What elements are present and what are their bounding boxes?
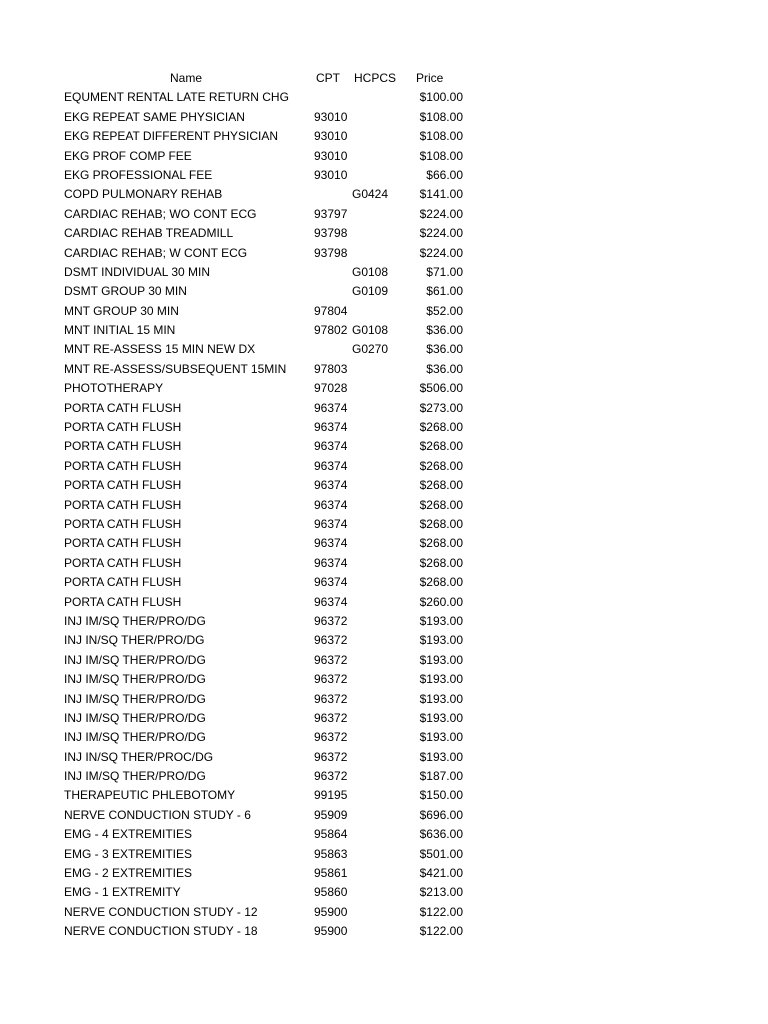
name-cell: INJ IM/SQ THER/PRO/DG bbox=[64, 613, 206, 628]
price-cell: $108.00 bbox=[419, 148, 463, 163]
table-row bbox=[0, 786, 768, 805]
name-cell: PORTA CATH FLUSH bbox=[64, 575, 182, 590]
table-row bbox=[0, 631, 768, 650]
price-cell: $122.00 bbox=[419, 924, 463, 939]
name-cell: EMG - 3 EXTREMITIES bbox=[64, 846, 193, 861]
price-cell: $193.00 bbox=[419, 652, 463, 667]
price-cell: $193.00 bbox=[419, 710, 463, 725]
name-cell: INJ IM/SQ THER/PRO/DG bbox=[64, 769, 206, 784]
cpt-cell: 93798 bbox=[314, 226, 348, 241]
table-row bbox=[0, 399, 768, 418]
cpt-cell: 96372 bbox=[314, 652, 348, 667]
hcpcs-cell: G0270 bbox=[352, 342, 389, 357]
name-cell: INJ IM/SQ THER/PRO/DG bbox=[64, 672, 206, 687]
cpt-cell: 96372 bbox=[314, 691, 348, 706]
price-cell: $224.00 bbox=[419, 206, 463, 221]
cpt-cell: 96374 bbox=[314, 439, 348, 454]
name-cell: NERVE CONDUCTION STUDY - 18 bbox=[64, 924, 258, 939]
table-row bbox=[0, 437, 768, 456]
name-cell: NERVE CONDUCTION STUDY - 6 bbox=[64, 807, 251, 822]
name-cell: EQUMENT RENTAL LATE RETURN CHG bbox=[64, 90, 289, 105]
price-cell: $501.00 bbox=[419, 846, 463, 861]
name-cell: PORTA CATH FLUSH bbox=[64, 420, 182, 435]
cpt-cell: 97803 bbox=[314, 361, 348, 376]
price-column-header: Price bbox=[416, 71, 444, 85]
name-cell: EKG PROF COMP FEE bbox=[64, 148, 192, 163]
table-row bbox=[0, 457, 768, 476]
table-row bbox=[0, 147, 768, 166]
price-cell: $100.00 bbox=[419, 90, 463, 105]
cpt-cell: 96374 bbox=[314, 575, 348, 590]
cpt-cell: 96374 bbox=[314, 497, 348, 512]
table-row bbox=[0, 340, 768, 359]
table-row bbox=[0, 127, 768, 146]
cpt-cell: 95861 bbox=[314, 866, 348, 881]
price-cell: $273.00 bbox=[419, 400, 463, 415]
cpt-cell: 96374 bbox=[314, 516, 348, 531]
table-row bbox=[0, 806, 768, 825]
name-cell: MNT RE-ASSESS/SUBSEQUENT 15MIN bbox=[64, 361, 287, 376]
name-cell: PORTA CATH FLUSH bbox=[64, 458, 182, 473]
name-cell: INJ IM/SQ THER/PRO/DG bbox=[64, 730, 206, 745]
name-cell: PHOTOTHERAPY bbox=[64, 381, 164, 396]
price-cell: $268.00 bbox=[419, 439, 463, 454]
cpt-cell: 96374 bbox=[314, 478, 348, 493]
table-row bbox=[0, 690, 768, 709]
price-cell: $193.00 bbox=[419, 613, 463, 628]
price-cell: $193.00 bbox=[419, 691, 463, 706]
cpt-cell: 96372 bbox=[314, 710, 348, 725]
price-cell: $636.00 bbox=[419, 827, 463, 842]
name-cell: PORTA CATH FLUSH bbox=[64, 439, 182, 454]
table-row bbox=[0, 670, 768, 689]
name-cell: INJ IN/SQ THER/PROC/DG bbox=[64, 749, 214, 764]
name-cell: CARDIAC REHAB; W CONT ECG bbox=[64, 245, 248, 260]
table-row bbox=[0, 244, 768, 263]
cpt-cell: 95860 bbox=[314, 885, 348, 900]
table-row bbox=[0, 845, 768, 864]
cpt-cell: 93010 bbox=[314, 167, 348, 182]
table-row bbox=[0, 205, 768, 224]
table-row bbox=[0, 88, 768, 107]
name-cell: PORTA CATH FLUSH bbox=[64, 478, 182, 493]
name-cell: PORTA CATH FLUSH bbox=[64, 516, 182, 531]
name-cell: INJ IM/SQ THER/PRO/DG bbox=[64, 691, 206, 706]
name-cell: MNT GROUP 30 MIN bbox=[64, 303, 179, 318]
price-cell: $71.00 bbox=[426, 264, 463, 279]
table-row bbox=[0, 651, 768, 670]
table-row bbox=[0, 224, 768, 243]
cpt-cell: 95864 bbox=[314, 827, 348, 842]
table-row bbox=[0, 767, 768, 786]
name-cell: PORTA CATH FLUSH bbox=[64, 400, 182, 415]
table-row bbox=[0, 263, 768, 282]
cpt-cell: 95863 bbox=[314, 846, 348, 861]
header-row bbox=[0, 69, 768, 88]
cpt-cell: 96374 bbox=[314, 536, 348, 551]
price-cell: $187.00 bbox=[419, 769, 463, 784]
cpt-cell: 96374 bbox=[314, 594, 348, 609]
name-cell: COPD PULMONARY REHAB bbox=[64, 187, 223, 202]
cpt-column-header: CPT bbox=[316, 71, 340, 85]
table-row bbox=[0, 922, 768, 941]
table-row bbox=[0, 748, 768, 767]
cpt-cell: 96374 bbox=[314, 458, 348, 473]
price-cell: $108.00 bbox=[419, 129, 463, 144]
price-cell: $421.00 bbox=[419, 866, 463, 881]
price-cell: $268.00 bbox=[419, 575, 463, 590]
table-row bbox=[0, 282, 768, 301]
name-cell: THERAPEUTIC PHLEBOTOMY bbox=[64, 788, 236, 803]
hcpcs-column-header: HCPCS bbox=[354, 71, 397, 85]
cpt-cell: 96372 bbox=[314, 633, 348, 648]
table-row bbox=[0, 728, 768, 747]
price-cell: $260.00 bbox=[419, 594, 463, 609]
cpt-cell: 96372 bbox=[314, 613, 348, 628]
price-cell: $268.00 bbox=[419, 420, 463, 435]
name-cell: EMG - 1 EXTREMITY bbox=[64, 885, 181, 900]
table-row bbox=[0, 593, 768, 612]
table-row bbox=[0, 321, 768, 340]
name-cell: CARDIAC REHAB; WO CONT ECG bbox=[64, 206, 257, 221]
price-cell: $36.00 bbox=[426, 342, 463, 357]
price-cell: $224.00 bbox=[419, 226, 463, 241]
price-cell: $61.00 bbox=[426, 284, 463, 299]
price-sheet bbox=[0, 69, 768, 942]
name-cell: DSMT INDIVIDUAL 30 MIN bbox=[64, 264, 211, 279]
cpt-cell: 95900 bbox=[314, 904, 348, 919]
table-row bbox=[0, 709, 768, 728]
table-row bbox=[0, 534, 768, 553]
price-cell: $268.00 bbox=[419, 478, 463, 493]
price-cell: $193.00 bbox=[419, 633, 463, 648]
table-row bbox=[0, 903, 768, 922]
price-cell: $268.00 bbox=[419, 516, 463, 531]
name-cell: INJ IN/SQ THER/PRO/DG bbox=[64, 633, 205, 648]
table-row bbox=[0, 108, 768, 127]
price-cell: $268.00 bbox=[419, 497, 463, 512]
price-cell: $108.00 bbox=[419, 109, 463, 124]
hcpcs-cell: G0108 bbox=[352, 323, 389, 338]
price-cell: $122.00 bbox=[419, 904, 463, 919]
table-row bbox=[0, 185, 768, 204]
cpt-cell: 96374 bbox=[314, 400, 348, 415]
hcpcs-cell: G0109 bbox=[352, 284, 389, 299]
name-cell: PORTA CATH FLUSH bbox=[64, 594, 182, 609]
cpt-cell: 96374 bbox=[314, 555, 348, 570]
table-row bbox=[0, 825, 768, 844]
table-row bbox=[0, 496, 768, 515]
price-cell: $268.00 bbox=[419, 536, 463, 551]
table-row bbox=[0, 476, 768, 495]
cpt-cell: 96372 bbox=[314, 769, 348, 784]
table-body bbox=[0, 88, 768, 941]
name-cell: INJ IM/SQ THER/PRO/DG bbox=[64, 710, 206, 725]
name-cell: CARDIAC REHAB TREADMILL bbox=[64, 226, 234, 241]
cpt-cell: 97804 bbox=[314, 303, 348, 318]
name-cell: NERVE CONDUCTION STUDY - 12 bbox=[64, 904, 258, 919]
price-cell: $213.00 bbox=[419, 885, 463, 900]
table-row bbox=[0, 166, 768, 185]
cpt-cell: 97028 bbox=[314, 381, 348, 396]
price-cell: $268.00 bbox=[419, 458, 463, 473]
price-cell: $268.00 bbox=[419, 555, 463, 570]
price-cell: $52.00 bbox=[426, 303, 463, 318]
cpt-cell: 93010 bbox=[314, 148, 348, 163]
hcpcs-cell: G0424 bbox=[352, 187, 389, 202]
cpt-cell: 93798 bbox=[314, 245, 348, 260]
cpt-cell: 96372 bbox=[314, 672, 348, 687]
name-cell: DSMT GROUP 30 MIN bbox=[64, 284, 187, 299]
name-cell: EKG REPEAT SAME PHYSICIAN bbox=[64, 109, 245, 124]
name-cell: PORTA CATH FLUSH bbox=[64, 555, 182, 570]
table-row bbox=[0, 418, 768, 437]
cpt-cell: 96374 bbox=[314, 420, 348, 435]
cpt-cell: 93797 bbox=[314, 206, 348, 221]
price-cell: $506.00 bbox=[419, 381, 463, 396]
hcpcs-cell: G0108 bbox=[352, 264, 389, 279]
price-cell: $696.00 bbox=[419, 807, 463, 822]
table-row bbox=[0, 883, 768, 902]
name-cell: PORTA CATH FLUSH bbox=[64, 497, 182, 512]
cpt-cell: 95909 bbox=[314, 807, 348, 822]
price-cell: $150.00 bbox=[419, 788, 463, 803]
cpt-cell: 96372 bbox=[314, 749, 348, 764]
price-cell: $36.00 bbox=[426, 323, 463, 338]
table-row bbox=[0, 360, 768, 379]
cpt-cell: 95900 bbox=[314, 924, 348, 939]
table-row bbox=[0, 573, 768, 592]
table-row bbox=[0, 612, 768, 631]
name-cell: EMG - 4 EXTREMITIES bbox=[64, 827, 193, 842]
name-cell: EKG PROFESSIONAL FEE bbox=[64, 167, 213, 182]
cpt-cell: 97802 bbox=[314, 323, 348, 338]
name-column-header: Name bbox=[169, 71, 202, 85]
price-cell: $193.00 bbox=[419, 730, 463, 745]
cpt-cell: 93010 bbox=[314, 129, 348, 144]
price-cell: $193.00 bbox=[419, 749, 463, 764]
price-cell: $36.00 bbox=[426, 361, 463, 376]
name-cell: MNT RE-ASSESS 15 MIN NEW DX bbox=[64, 342, 256, 357]
table-row bbox=[0, 515, 768, 534]
cpt-cell: 96372 bbox=[314, 730, 348, 745]
table-row bbox=[0, 864, 768, 883]
cpt-cell: 93010 bbox=[314, 109, 348, 124]
price-cell: $224.00 bbox=[419, 245, 463, 260]
name-cell: PORTA CATH FLUSH bbox=[64, 536, 182, 551]
name-cell: EKG REPEAT DIFFERENT PHYSICIAN bbox=[64, 129, 279, 144]
name-cell: EMG - 2 EXTREMITIES bbox=[64, 866, 193, 881]
name-cell: INJ IM/SQ THER/PRO/DG bbox=[64, 652, 206, 667]
table-row bbox=[0, 379, 768, 398]
price-cell: $193.00 bbox=[419, 672, 463, 687]
name-cell: MNT INITIAL 15 MIN bbox=[64, 323, 176, 338]
cpt-cell: 99195 bbox=[314, 788, 348, 803]
price-cell: $141.00 bbox=[419, 187, 463, 202]
table-row bbox=[0, 554, 768, 573]
price-cell: $66.00 bbox=[426, 167, 463, 182]
table-row bbox=[0, 302, 768, 321]
